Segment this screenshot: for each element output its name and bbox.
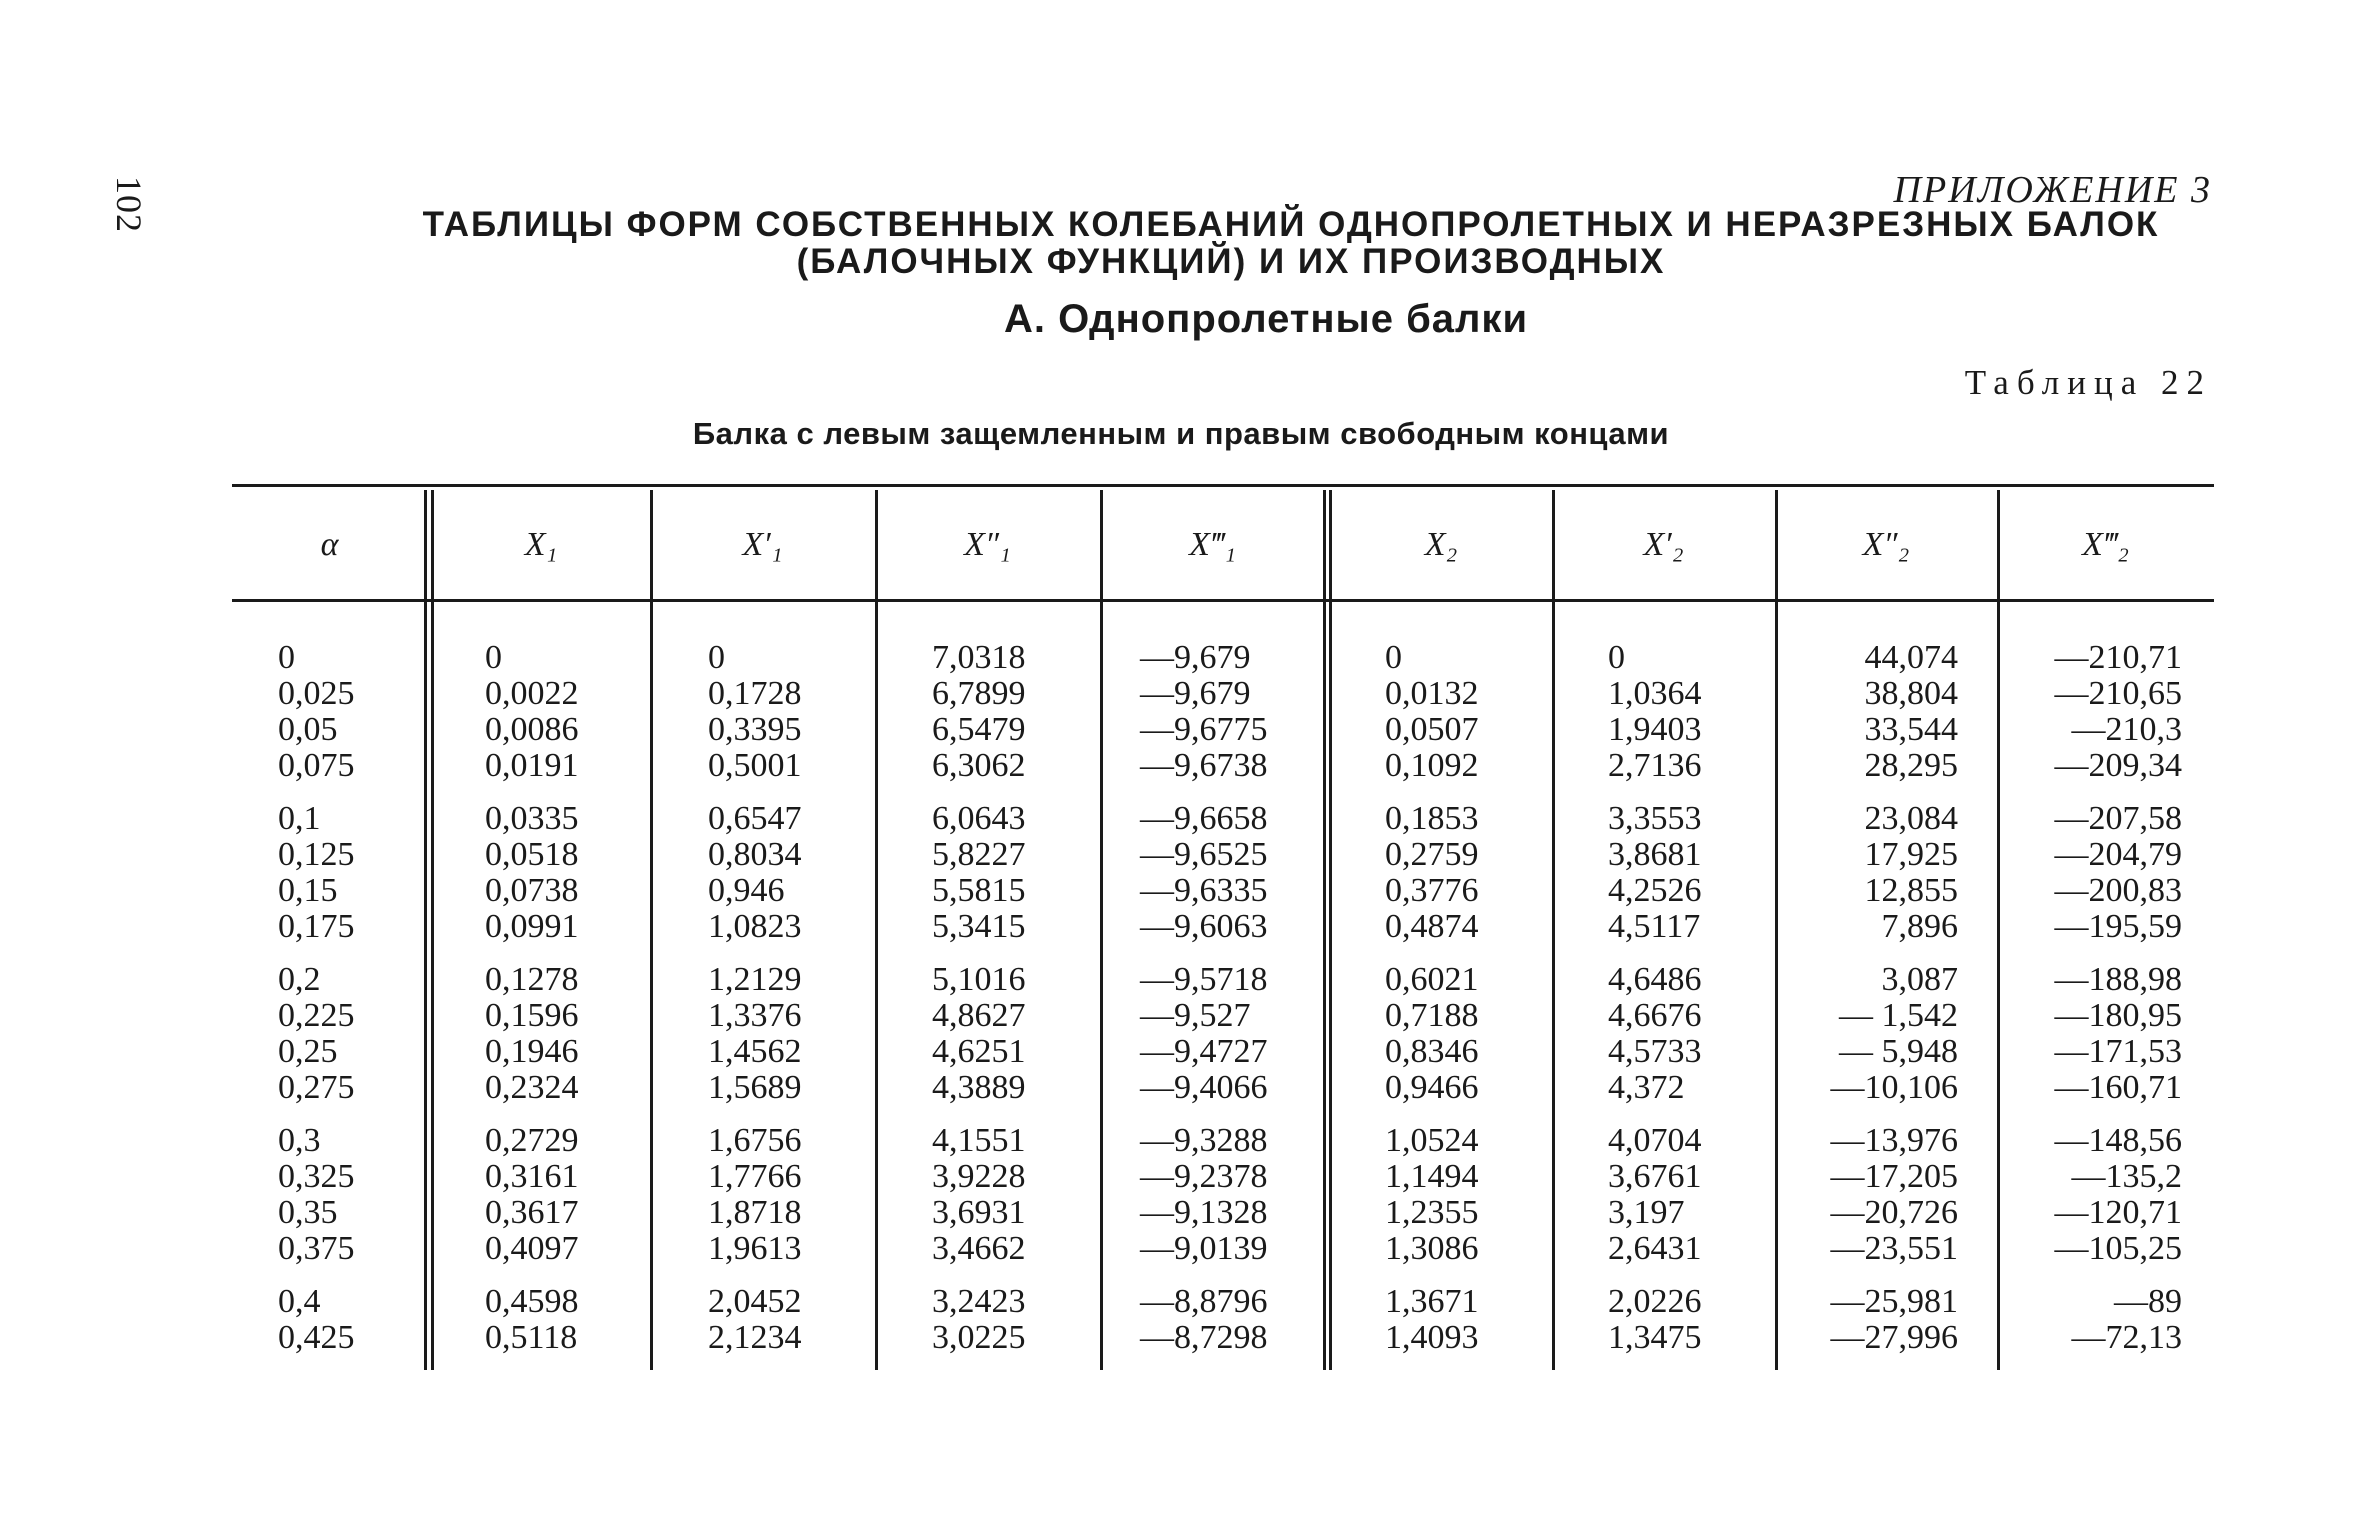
table-cell: 1,7766 [708, 1158, 802, 1195]
table-column [708, 640, 802, 1373]
table-cell: 1,4562 [708, 1033, 802, 1070]
table-cell: 6,3062 [932, 747, 1026, 784]
table-cell: 0,8346 [1385, 1033, 1479, 1070]
table-cell: 4,6676 [1608, 997, 1702, 1034]
table-cell: 1,9613 [708, 1230, 802, 1267]
table-cell: 0,2729 [485, 1122, 579, 1159]
row-group [1608, 962, 1702, 1106]
table-cell: 1,0524 [1385, 1122, 1479, 1159]
table-cell: 0,15 [278, 872, 338, 909]
table-cell: 4,0704 [1608, 1122, 1702, 1159]
row-group [1831, 1123, 1959, 1267]
table-cell: 38,804 [1864, 675, 1958, 712]
column-header: X″₂ [1862, 526, 1910, 563]
table-cell: 0,3776 [1385, 872, 1479, 909]
table-column [1831, 640, 1959, 1373]
column-header: X′₂ [1643, 526, 1684, 563]
table-cell: 3,6931 [932, 1194, 1026, 1231]
table-cell: 1,2129 [708, 961, 802, 998]
table-cell: 1,3475 [1608, 1319, 1702, 1356]
table-cell: 0,3395 [708, 711, 802, 748]
table-cell: 2,0226 [1608, 1283, 1702, 1320]
table-cell: —9,4066 [1140, 1069, 1268, 1106]
table-cell: 0,0738 [485, 872, 579, 909]
table-cell: 0,2324 [485, 1069, 579, 1106]
table-cell: 4,3889 [932, 1069, 1026, 1106]
table-cell: 3,3553 [1608, 800, 1702, 837]
table-cell: 0,05 [278, 711, 338, 748]
table-cell: 1,3671 [1385, 1283, 1479, 1320]
table-cell: 0,275 [278, 1069, 355, 1106]
column-header: X₂ [1424, 526, 1458, 563]
table-caption: Балка с левым защемленным и правым свободным концами [692, 416, 1670, 451]
table-cell: 4,372 [1608, 1069, 1685, 1106]
column-header: X‴₁ [1189, 526, 1236, 563]
table-cell: 0,6021 [1385, 961, 1479, 998]
table-cell: —25,981 [1830, 1283, 1958, 1320]
table-cell: 0,425 [278, 1319, 355, 1356]
document-title-line-1: ТАБЛИЦЫ ФОРМ СОБСТВЕННЫХ КОЛЕБАНИЙ ОДНОПРОЛЕТНЫХ И НЕРАЗРЕЗНЫХ БАЛОК [422, 205, 2160, 244]
row-group [932, 1284, 1026, 1356]
table-cell: 3,6761 [1608, 1158, 1702, 1195]
table-cell: 44,074 [1864, 639, 1958, 676]
table-cell: —9,6738 [1140, 747, 1268, 784]
table-cell: 0,1946 [485, 1033, 579, 1070]
table-cell: 17,925 [1864, 836, 1958, 873]
table-cell: 3,2423 [932, 1283, 1026, 1320]
row-group [278, 1284, 355, 1356]
row-group [2055, 1123, 2183, 1267]
table-cell: —210,71 [2054, 639, 2182, 676]
row-group [1608, 1284, 1702, 1356]
table-column [278, 640, 355, 1373]
table-cell: 0,225 [278, 997, 355, 1034]
table-cell: 0,4598 [485, 1283, 579, 1320]
row-group [1608, 640, 1702, 784]
table-cell: 0,4 [278, 1283, 321, 1320]
column-divider [1100, 490, 1103, 1370]
table-cell: 0,025 [278, 675, 355, 712]
table-cell: —9,6063 [1140, 908, 1268, 945]
table-cell: — 1,542 [1839, 997, 1958, 1034]
table-cell: 0,9466 [1385, 1069, 1479, 1106]
table-cell: 0,1728 [708, 675, 802, 712]
table-cell: —9,3288 [1140, 1122, 1268, 1159]
table-cell: —204,79 [2054, 836, 2182, 873]
table-cell: 0,175 [278, 908, 355, 945]
column-header: X‴₂ [2082, 526, 2129, 563]
row-group [2055, 962, 2183, 1106]
row-group [2055, 640, 2183, 784]
table-cell: —9,527 [1140, 997, 1251, 1034]
row-group [1831, 962, 1959, 1106]
table-cell: —195,59 [2054, 908, 2182, 945]
table-cell: 1,0364 [1608, 675, 1702, 712]
row-group [1140, 1284, 1268, 1356]
table-cell: 0,375 [278, 1230, 355, 1267]
table-cell: —160,71 [2054, 1069, 2182, 1106]
table-cell: 1,3086 [1385, 1230, 1479, 1267]
table-cell: —23,551 [1830, 1230, 1958, 1267]
column-divider [1323, 490, 1326, 1370]
table-cell: 0 [708, 639, 725, 676]
row-group [2055, 1284, 2183, 1356]
column-divider [875, 490, 878, 1370]
table-cell: —9,4727 [1140, 1033, 1268, 1070]
page-number: 102 [109, 176, 149, 233]
table-cell: —9,6335 [1140, 872, 1268, 909]
table-column [1608, 640, 1702, 1373]
appendix-label: ПРИЛОЖЕНИЕ 3 [1893, 169, 2212, 211]
table-cell: 0,3161 [485, 1158, 579, 1195]
row-group [1140, 801, 1268, 945]
row-group [278, 801, 355, 945]
table-cell: 0,2 [278, 961, 321, 998]
table-cell: 28,295 [1864, 747, 1958, 784]
table-cell: 0,1596 [485, 997, 579, 1034]
column-divider [1997, 490, 2000, 1370]
table-cell: 0,0132 [1385, 675, 1479, 712]
table-cell: 0,075 [278, 747, 355, 784]
table-cell: 4,6486 [1608, 961, 1702, 998]
row-group [485, 1123, 579, 1267]
table-cell: 23,084 [1864, 800, 1958, 837]
table-cell: 33,544 [1864, 711, 1958, 748]
table-cell: —120,71 [2054, 1194, 2182, 1231]
column-divider [1775, 490, 1778, 1370]
table-cell: —9,6775 [1140, 711, 1268, 748]
table-cell: —20,726 [1830, 1194, 1958, 1231]
table-cell: 3,087 [1881, 961, 1958, 998]
table-column [1140, 640, 1268, 1373]
table-cell: 0,3 [278, 1122, 321, 1159]
table-cell: 4,5733 [1608, 1033, 1702, 1070]
table-cell: —188,98 [2054, 961, 2182, 998]
table-cell: —171,53 [2054, 1033, 2182, 1070]
table-cell: 0,5001 [708, 747, 802, 784]
row-group [1385, 1284, 1479, 1356]
table-cell: 0,0335 [485, 800, 579, 837]
table-cell: 0 [278, 639, 295, 676]
table-cell: 6,7899 [932, 675, 1026, 712]
table-header-rule [232, 599, 2214, 602]
table-cell: 5,1016 [932, 961, 1026, 998]
column-divider [650, 490, 653, 1370]
table-cell: 3,4662 [932, 1230, 1026, 1267]
table-cell: —207,58 [2054, 800, 2182, 837]
row-group [2055, 801, 2183, 945]
table-cell: 1,8718 [708, 1194, 802, 1231]
table-cell: —8,8796 [1140, 1283, 1268, 1320]
table-cell: —210,65 [2054, 675, 2182, 712]
table-cell: 6,0643 [932, 800, 1026, 837]
table-cell: 1,9403 [1608, 711, 1702, 748]
table-column [932, 640, 1026, 1373]
table-cell: —9,6658 [1140, 800, 1268, 837]
table-column [485, 640, 579, 1373]
row-group [485, 962, 579, 1106]
table-cell: 0,0191 [485, 747, 579, 784]
row-group [1385, 801, 1479, 945]
table-cell: 0,3617 [485, 1194, 579, 1231]
row-group [932, 1123, 1026, 1267]
table-cell: 7,896 [1881, 908, 1958, 945]
table-cell: 0,35 [278, 1194, 338, 1231]
table-cell: —105,25 [2054, 1230, 2182, 1267]
table-cell: 0 [1608, 639, 1625, 676]
row-group [1608, 1123, 1702, 1267]
table-cell: 4,5117 [1608, 908, 1701, 945]
table-cell: 0,0022 [485, 675, 579, 712]
table-cell: 1,5689 [708, 1069, 802, 1106]
row-group [485, 640, 579, 784]
table-cell: —9,679 [1140, 639, 1251, 676]
table-cell: —135,2 [2071, 1158, 2182, 1195]
section-heading: А. Однопролетные балки [1003, 297, 1529, 341]
table-cell: 3,197 [1608, 1194, 1685, 1231]
row-group [708, 640, 802, 784]
table-cell: 3,0225 [932, 1319, 1026, 1356]
table-cell: 0,1 [278, 800, 321, 837]
table-cell: —13,976 [1830, 1122, 1958, 1159]
table-cell: 0,325 [278, 1158, 355, 1195]
table-cell: 0,1278 [485, 961, 579, 998]
document-title-line-2: (БАЛОЧНЫХ ФУНКЦИЙ) И ИХ ПРОИЗВОДНЫХ [796, 242, 1666, 281]
table-cell: 12,855 [1864, 872, 1958, 909]
table-cell: 0,5118 [485, 1319, 578, 1356]
table-cell: —8,7298 [1140, 1319, 1268, 1356]
row-group [278, 962, 355, 1106]
table-cell: 0,4874 [1385, 908, 1479, 945]
table-cell: 6,5479 [932, 711, 1026, 748]
table-cell: 1,4093 [1385, 1319, 1479, 1356]
table-top-rule [232, 484, 2214, 487]
table-cell: —72,13 [2071, 1319, 2182, 1356]
row-group [708, 801, 802, 945]
row-group [485, 801, 579, 945]
table-cell: — 5,948 [1839, 1033, 1958, 1070]
table-cell: —9,679 [1140, 675, 1251, 712]
table-cell: —10,106 [1830, 1069, 1958, 1106]
row-group [932, 640, 1026, 784]
table-cell: 3,9228 [932, 1158, 1026, 1195]
row-group [1385, 640, 1479, 784]
table-cell: 0,6547 [708, 800, 802, 837]
table-cell: —27,996 [1830, 1319, 1958, 1356]
row-group [1385, 1123, 1479, 1267]
table-cell: 0,1853 [1385, 800, 1479, 837]
table-cell: —9,6525 [1140, 836, 1268, 873]
table-cell: 4,1551 [932, 1122, 1026, 1159]
row-group [1140, 1123, 1268, 1267]
table-cell: 2,7136 [1608, 747, 1702, 784]
row-group [485, 1284, 579, 1356]
table-cell: 0,7188 [1385, 997, 1479, 1034]
column-header: α [320, 526, 339, 563]
row-group [1831, 640, 1959, 784]
row-group [708, 1123, 802, 1267]
table-cell: —209,34 [2054, 747, 2182, 784]
table-cell: 0 [1385, 639, 1402, 676]
row-group [278, 640, 355, 784]
column-divider [1552, 490, 1555, 1370]
table-cell: 1,3376 [708, 997, 802, 1034]
row-group [1140, 640, 1268, 784]
table-cell: 7,0318 [932, 639, 1026, 676]
row-group [1140, 962, 1268, 1106]
table-cell: 1,0823 [708, 908, 802, 945]
table-cell: 2,1234 [708, 1319, 802, 1356]
table-cell: 2,0452 [708, 1283, 802, 1320]
table-cell: 0,25 [278, 1033, 338, 1070]
table-cell: 0,8034 [708, 836, 802, 873]
table-cell: 2,6431 [1608, 1230, 1702, 1267]
row-group [932, 801, 1026, 945]
table-cell: 0,0086 [485, 711, 579, 748]
table-cell: 5,5815 [932, 872, 1026, 909]
row-group [1831, 801, 1959, 945]
row-group [1385, 962, 1479, 1106]
table-column [1385, 640, 1479, 1373]
table-cell: —148,56 [2054, 1122, 2182, 1159]
row-group [1608, 801, 1702, 945]
table-cell: 0,1092 [1385, 747, 1479, 784]
table-cell: —17,205 [1830, 1158, 1958, 1195]
table-cell: —9,5718 [1140, 961, 1268, 998]
table-cell: —9,1328 [1140, 1194, 1268, 1231]
table-cell: 4,2526 [1608, 872, 1702, 909]
table-cell: 0,946 [708, 872, 785, 909]
table-cell: 3,8681 [1608, 836, 1702, 873]
table-cell: —200,83 [2054, 872, 2182, 909]
column-divider [431, 490, 434, 1370]
column-divider [1329, 490, 1332, 1370]
table-cell: 4,6251 [932, 1033, 1026, 1070]
table-cell: 0,125 [278, 836, 355, 873]
table-cell: 0,0991 [485, 908, 579, 945]
table-number-label: Таблица 22 [1964, 363, 2212, 402]
table-cell: 1,1494 [1385, 1158, 1479, 1195]
table-cell: —9,2378 [1140, 1158, 1268, 1195]
table-cell: 0,4097 [485, 1230, 579, 1267]
table-cell: —210,3 [2071, 711, 2182, 748]
table-cell: 0,0507 [1385, 711, 1479, 748]
table-cell: —9,0139 [1140, 1230, 1268, 1267]
table-cell: 5,3415 [932, 908, 1026, 945]
table-cell: 1,2355 [1385, 1194, 1479, 1231]
table-cell: 4,8627 [932, 997, 1026, 1034]
column-header: X′₁ [742, 526, 783, 563]
table-column [2055, 640, 2183, 1373]
table-cell: 0,0518 [485, 836, 579, 873]
column-header: X₁ [524, 526, 558, 563]
row-group [278, 1123, 355, 1267]
row-group [708, 1284, 802, 1356]
table-cell: —180,95 [2054, 997, 2182, 1034]
row-group [1831, 1284, 1959, 1356]
table-cell: 5,8227 [932, 836, 1026, 873]
column-divider [424, 490, 427, 1370]
row-group [708, 962, 802, 1106]
row-group [932, 962, 1026, 1106]
table-cell: 0 [485, 639, 502, 676]
table-cell: —89 [2114, 1283, 2182, 1320]
column-header: X″₁ [964, 526, 1011, 563]
table-cell: 0,2759 [1385, 836, 1479, 873]
table-cell: 1,6756 [708, 1122, 802, 1159]
